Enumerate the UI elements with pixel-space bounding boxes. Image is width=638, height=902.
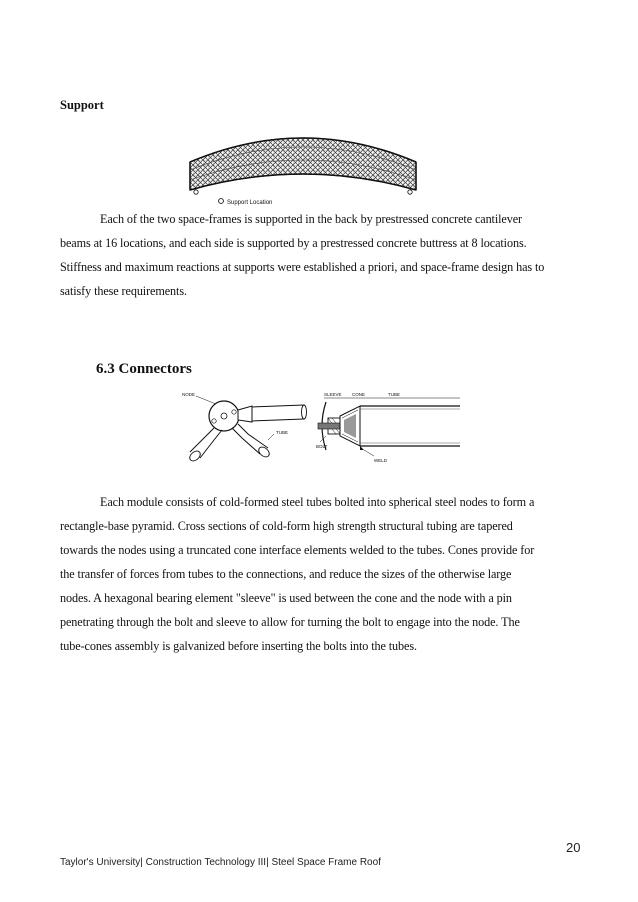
- connectors-line: towards the nodes using a truncated cone interface elements welded to the tubes. Cones provide for: [60, 543, 535, 557]
- tube-right-label: TUBE: [388, 392, 401, 397]
- connector-section-figure: [314, 388, 464, 468]
- support-line: satisfy these requirements.: [60, 284, 187, 298]
- connectors-paragraph: [60, 490, 585, 658]
- bolt-label: BOLT: [316, 444, 328, 449]
- connectors-line: Each module consists of cold-formed steel tubes bolted into spherical steel nodes to form a: [100, 495, 535, 509]
- support-heading: Support: [60, 98, 104, 112]
- node-label: NODE: [182, 392, 196, 397]
- connectors-line: rectangle-base pyramid. Cross sections of cold-form high strength structural tubing are tapered: [60, 519, 513, 533]
- cone-label: CONE: [352, 392, 366, 397]
- tube-left-label: TUBE: [276, 430, 289, 435]
- weld-label: WELD: [374, 458, 388, 463]
- support-line: Each of the two space-frames is supported in the back by prestressed concrete cantilever: [100, 212, 522, 226]
- page-footer: Taylor's University| Construction Technology III| Steel Space Frame Roof: [60, 857, 381, 868]
- connectors-line: tube-cones assembly is galvanized before inserting the bolts into the tubes.: [60, 639, 417, 653]
- node-connector-figure: [176, 388, 308, 468]
- page-number: 20: [566, 840, 581, 855]
- sleeve-label: SLEEVE: [324, 392, 342, 397]
- support-line: Stiffness and maximum reactions at supports were established a priori, and space-frame design has to: [60, 260, 545, 274]
- support-figure: [178, 120, 428, 215]
- connectors-line: the transfer of forces from tubes to the connections, and reduce the sizes of the otherwise large: [60, 567, 512, 581]
- connectors-heading: 6.3 Connectors: [96, 361, 192, 377]
- connectors-line: nodes. A hexagonal bearing element "sleeve" is used between the cone and the node with a pin: [60, 591, 512, 605]
- support-line: beams at 16 locations, and each side is supported by a prestressed concrete buttress at 8 locations.: [60, 236, 527, 250]
- support-figure-label: Support Location: [227, 200, 273, 206]
- connectors-line: penetrating through the bolt and sleeve to allow for turning the bolt to engage into the node. The: [60, 615, 520, 629]
- support-location-marker-icon: [219, 199, 224, 204]
- support-paragraph: [60, 207, 585, 303]
